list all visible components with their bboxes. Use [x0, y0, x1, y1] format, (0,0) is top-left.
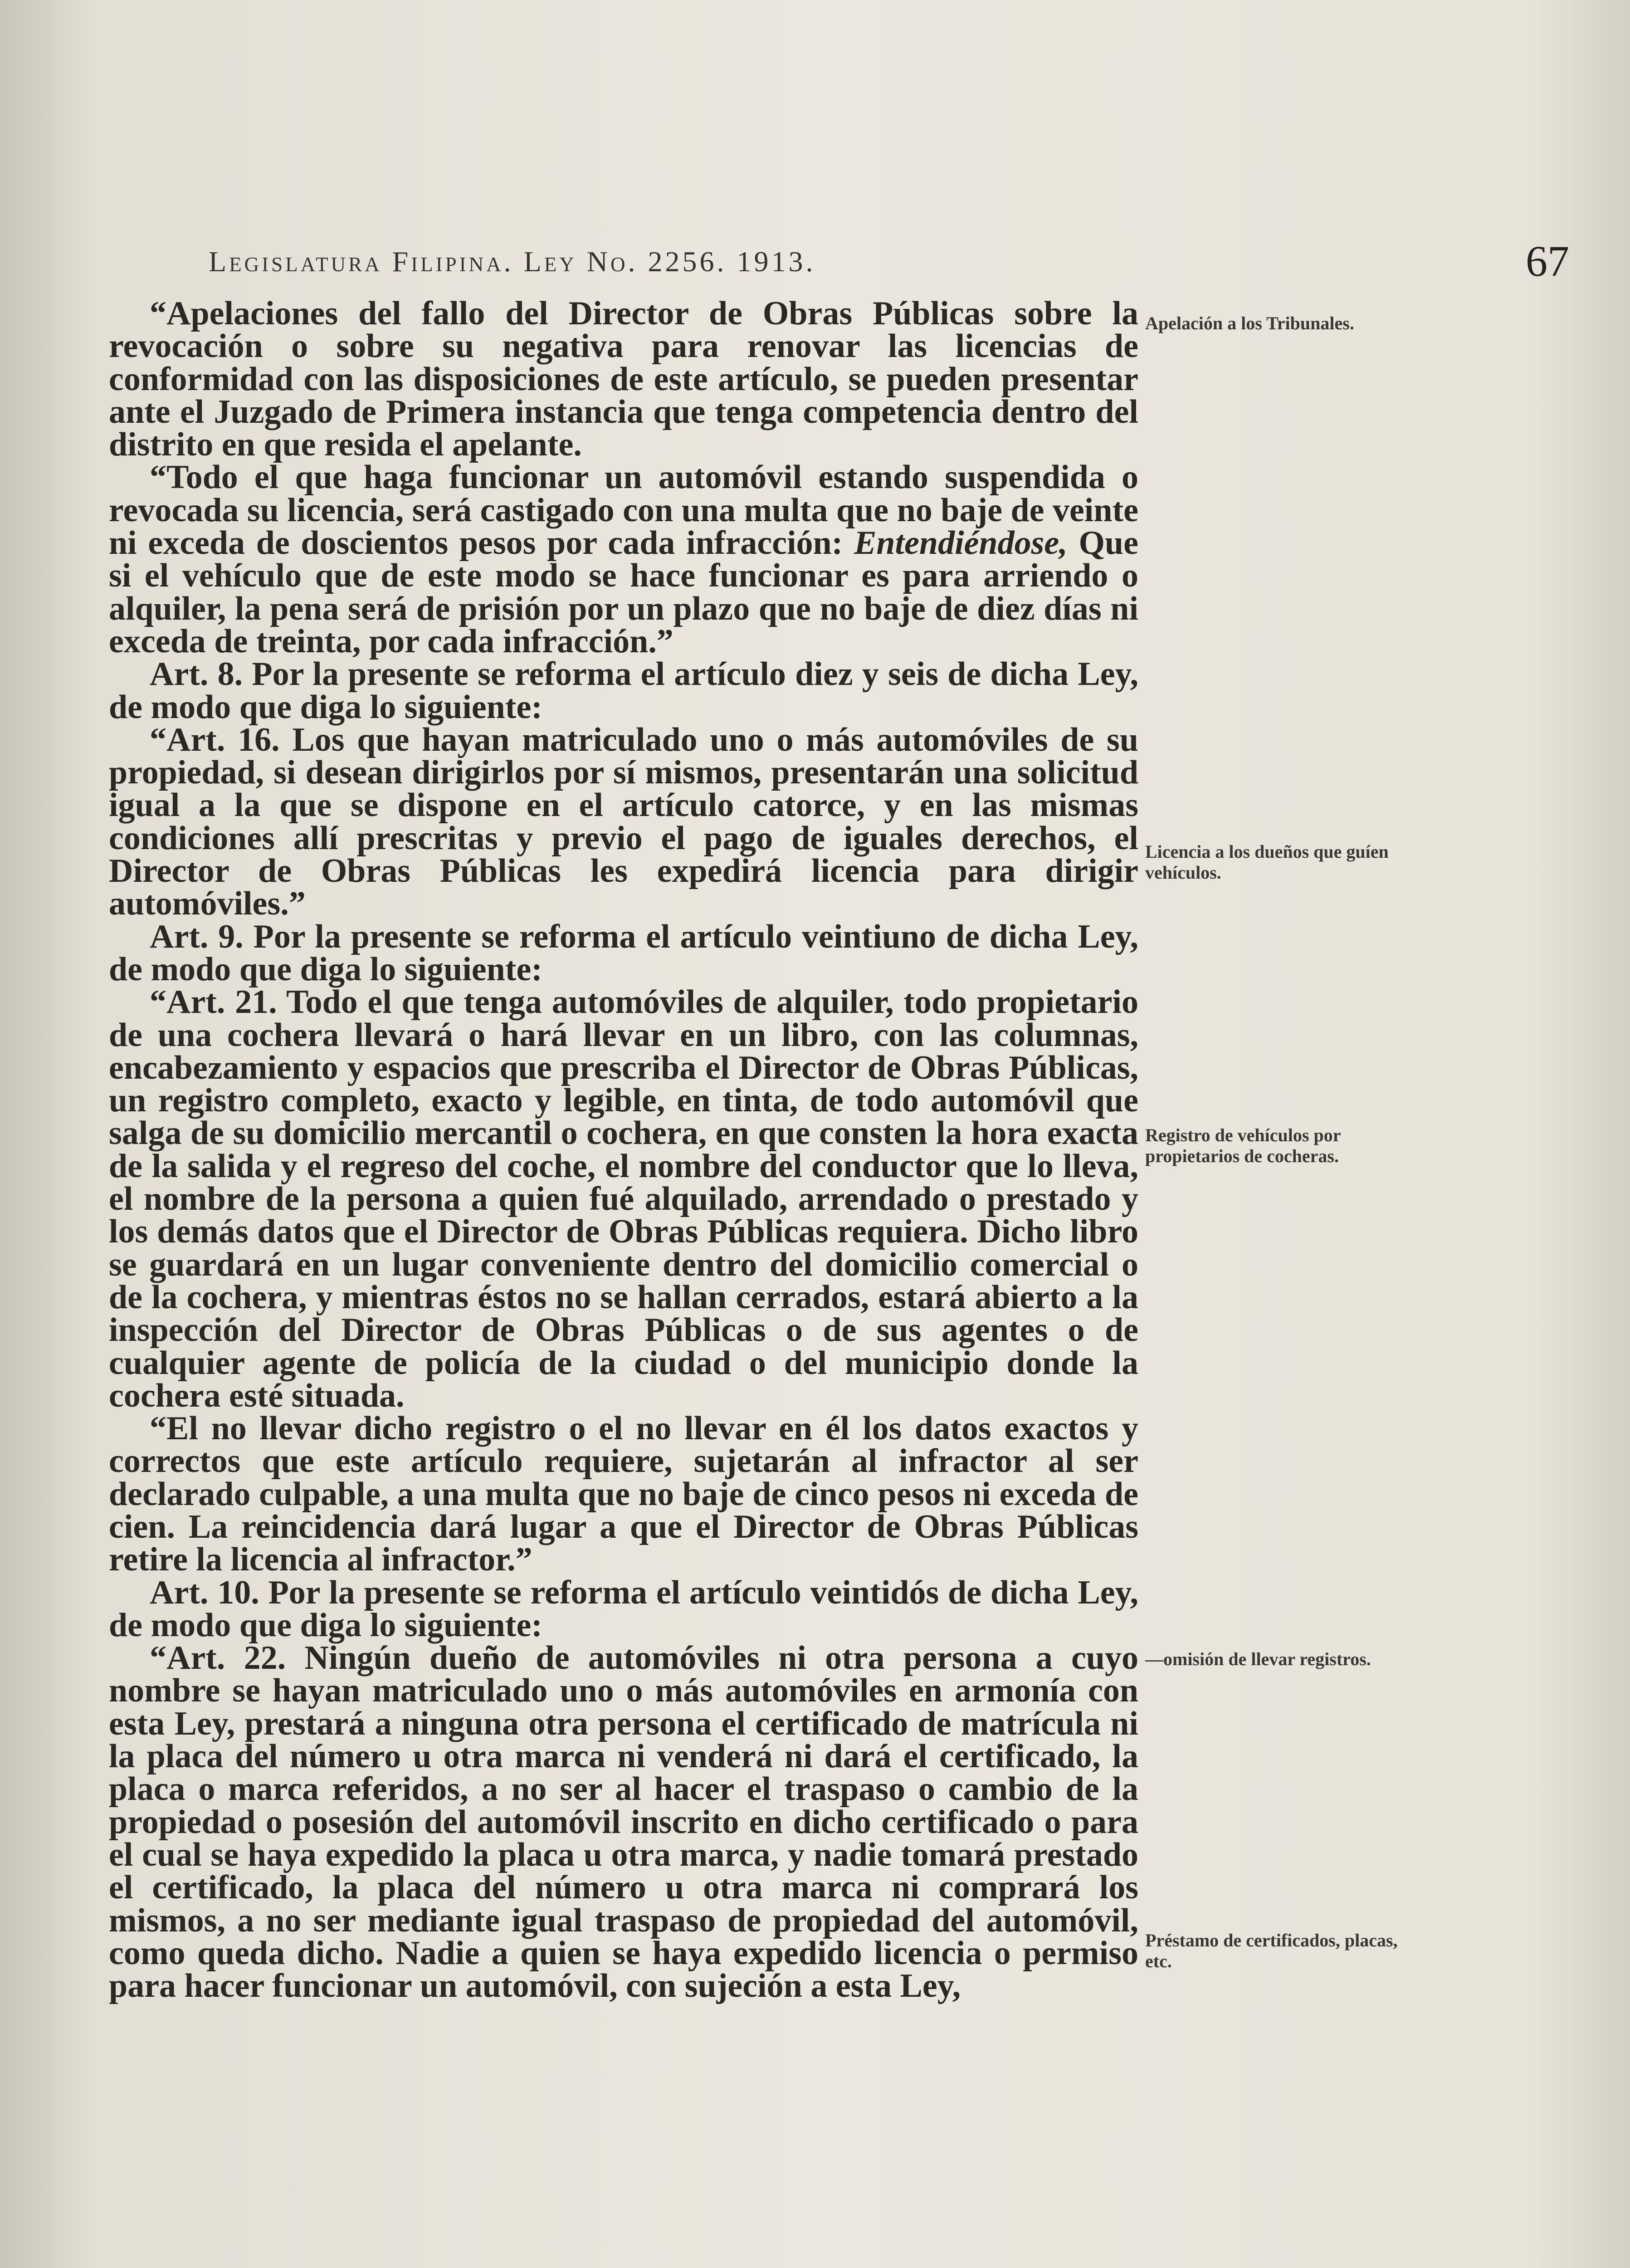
page-header	[209, 236, 1569, 286]
margin-note-registro: Registro de vehículos por propietarios de cocheras.	[1145, 1125, 1341, 1166]
paragraph-art-16: “Art. 16. Los que hayan matriculado uno o más automóviles de su propiedad, si desean dirigirlos por sí mismos, presentarán una solicitud igual a la que se dispone en el artículo catorce, y en las mismas condiciones allí prescritas y previo el pago de iguales derechos, el Director de Obras Públicas les expedirá licencia para dirigir automóviles.”	[109, 721, 1138, 923]
body-text	[109, 295, 1139, 2005]
paragraph-registro-penalty: “El no llevar dicho registro o el no llevar en él los datos exactos y correctos que este artículo requiere, sujetarán al infractor al ser declarado culpable, a una multa que no baje de cinco pesos ni exceda de cien. La reincidencia dará lugar a que el Director de Obras Públicas retire la licencia al infractor.”	[109, 1410, 1138, 1579]
running-head: Legislatura Filipina. Ley No. 2256. 1913.	[209, 245, 816, 278]
italic-term: Entendiéndose,	[854, 524, 1068, 562]
margin-note-omision: —omisión de llevar registros.	[1145, 1649, 1371, 1669]
paragraph-art-21: “Art. 21. Todo el que tenga automóviles de alquiler, todo propietario de una cochera llevará o hará llevar en un libro, con las columnas, encabezamiento y espacios que prescriba el Director de Obras Públicas, un registro completo, exacto y legible, en tinta, de todo automóvil que salga de su domicilio mercantil o cochera, en que consten la hora exacta de la salida y el regreso del coche, el nombre del conductor que lo lleva, el nombre de la persona a quien fué alquilado, arrendado o prestado y los demás datos que el Director de Obras Públicas requiera. Dicho libro se guardará en un lugar conveniente dentro del domicilio comercial o de la cochera, y mientras éstos no se hallan cerrados, estará abierto a la inspección del Director de Obras Públicas o de sus agentes o de cualquier agente de policía de la ciudad o del municipio donde la cochera esté situada.	[109, 983, 1138, 1414]
paragraph-art-8: Art. 8. Por la presente se reforma el artículo diez y seis de dicha Ley, de modo que diga lo siguiente:	[109, 655, 1138, 726]
margin-note-prestamo: Préstamo de certificados, placas, etc.	[1145, 1930, 1398, 1971]
paragraph-text: “Todo el que haga funcionar un automóvil estando suspendida o revocada su licencia, será castigado con una multa que no baje de veinte ni exceda de doscientos pesos por cada infracción:	[109, 459, 1138, 562]
page-number: 67	[1526, 237, 1569, 285]
paragraph-text: Que si el vehículo que de este modo se hace funcionar es para arriendo o alquiler, la pena será de prisión por un plazo que no baje de diez días ni exceda de treinta, por cada infracción.”	[109, 524, 1139, 660]
margin-note-apelacion: Apelación a los Tribunales.	[1145, 313, 1354, 333]
margin-note-licencia: Licencia a los dueños que guíen vehículos.	[1145, 841, 1389, 883]
paragraph-apelaciones: “Apelaciones del fallo del Director de Obras Públicas sobre la revocación o sobre su negativa para renovar las licencias de conformidad con las disposiciones de este artículo, se pueden presentar ante el Juzgado de Primera instancia que tenga competencia dentro del distrito en que resida el apelante.	[109, 295, 1138, 464]
paragraph-suspended-license	[109, 461, 1138, 658]
paragraph-art-22: “Art. 22. Ningún dueño de automóviles ni otra persona a cuyo nombre se hayan matriculado uno o más automóviles en armonía con esta Ley, prestará a ninguna otra persona el certificado de matrícula ni la placa del número u otra marca ni venderá ni dará el certificado, la placa o marca referidos, a no ser al hacer el traspaso o cambio de la propiedad o posesión del automóvil inscrito en dicho certificado o para el cual se haya expedido la placa u otra marca, y nadie tomará prestado el certificado, la placa del número u otra marca ni comprará los mismos, a no ser mediante igual traspaso de propiedad del automóvil, como queda dicho. Nadie a quien se haya expedido licencia o permiso para hacer funcionar un automóvil, con sujeción a esta Ley,	[109, 1639, 1138, 2005]
paragraph-art-10: Art. 10. Por la presente se reforma el artículo veintidós de dicha Ley, de modo que diga lo siguiente:	[109, 1574, 1138, 1644]
paragraph-art-9: Art. 9. Por la presente se reforma el artículo veintiuno de dicha Ley, de modo que diga lo siguiente:	[109, 918, 1138, 988]
